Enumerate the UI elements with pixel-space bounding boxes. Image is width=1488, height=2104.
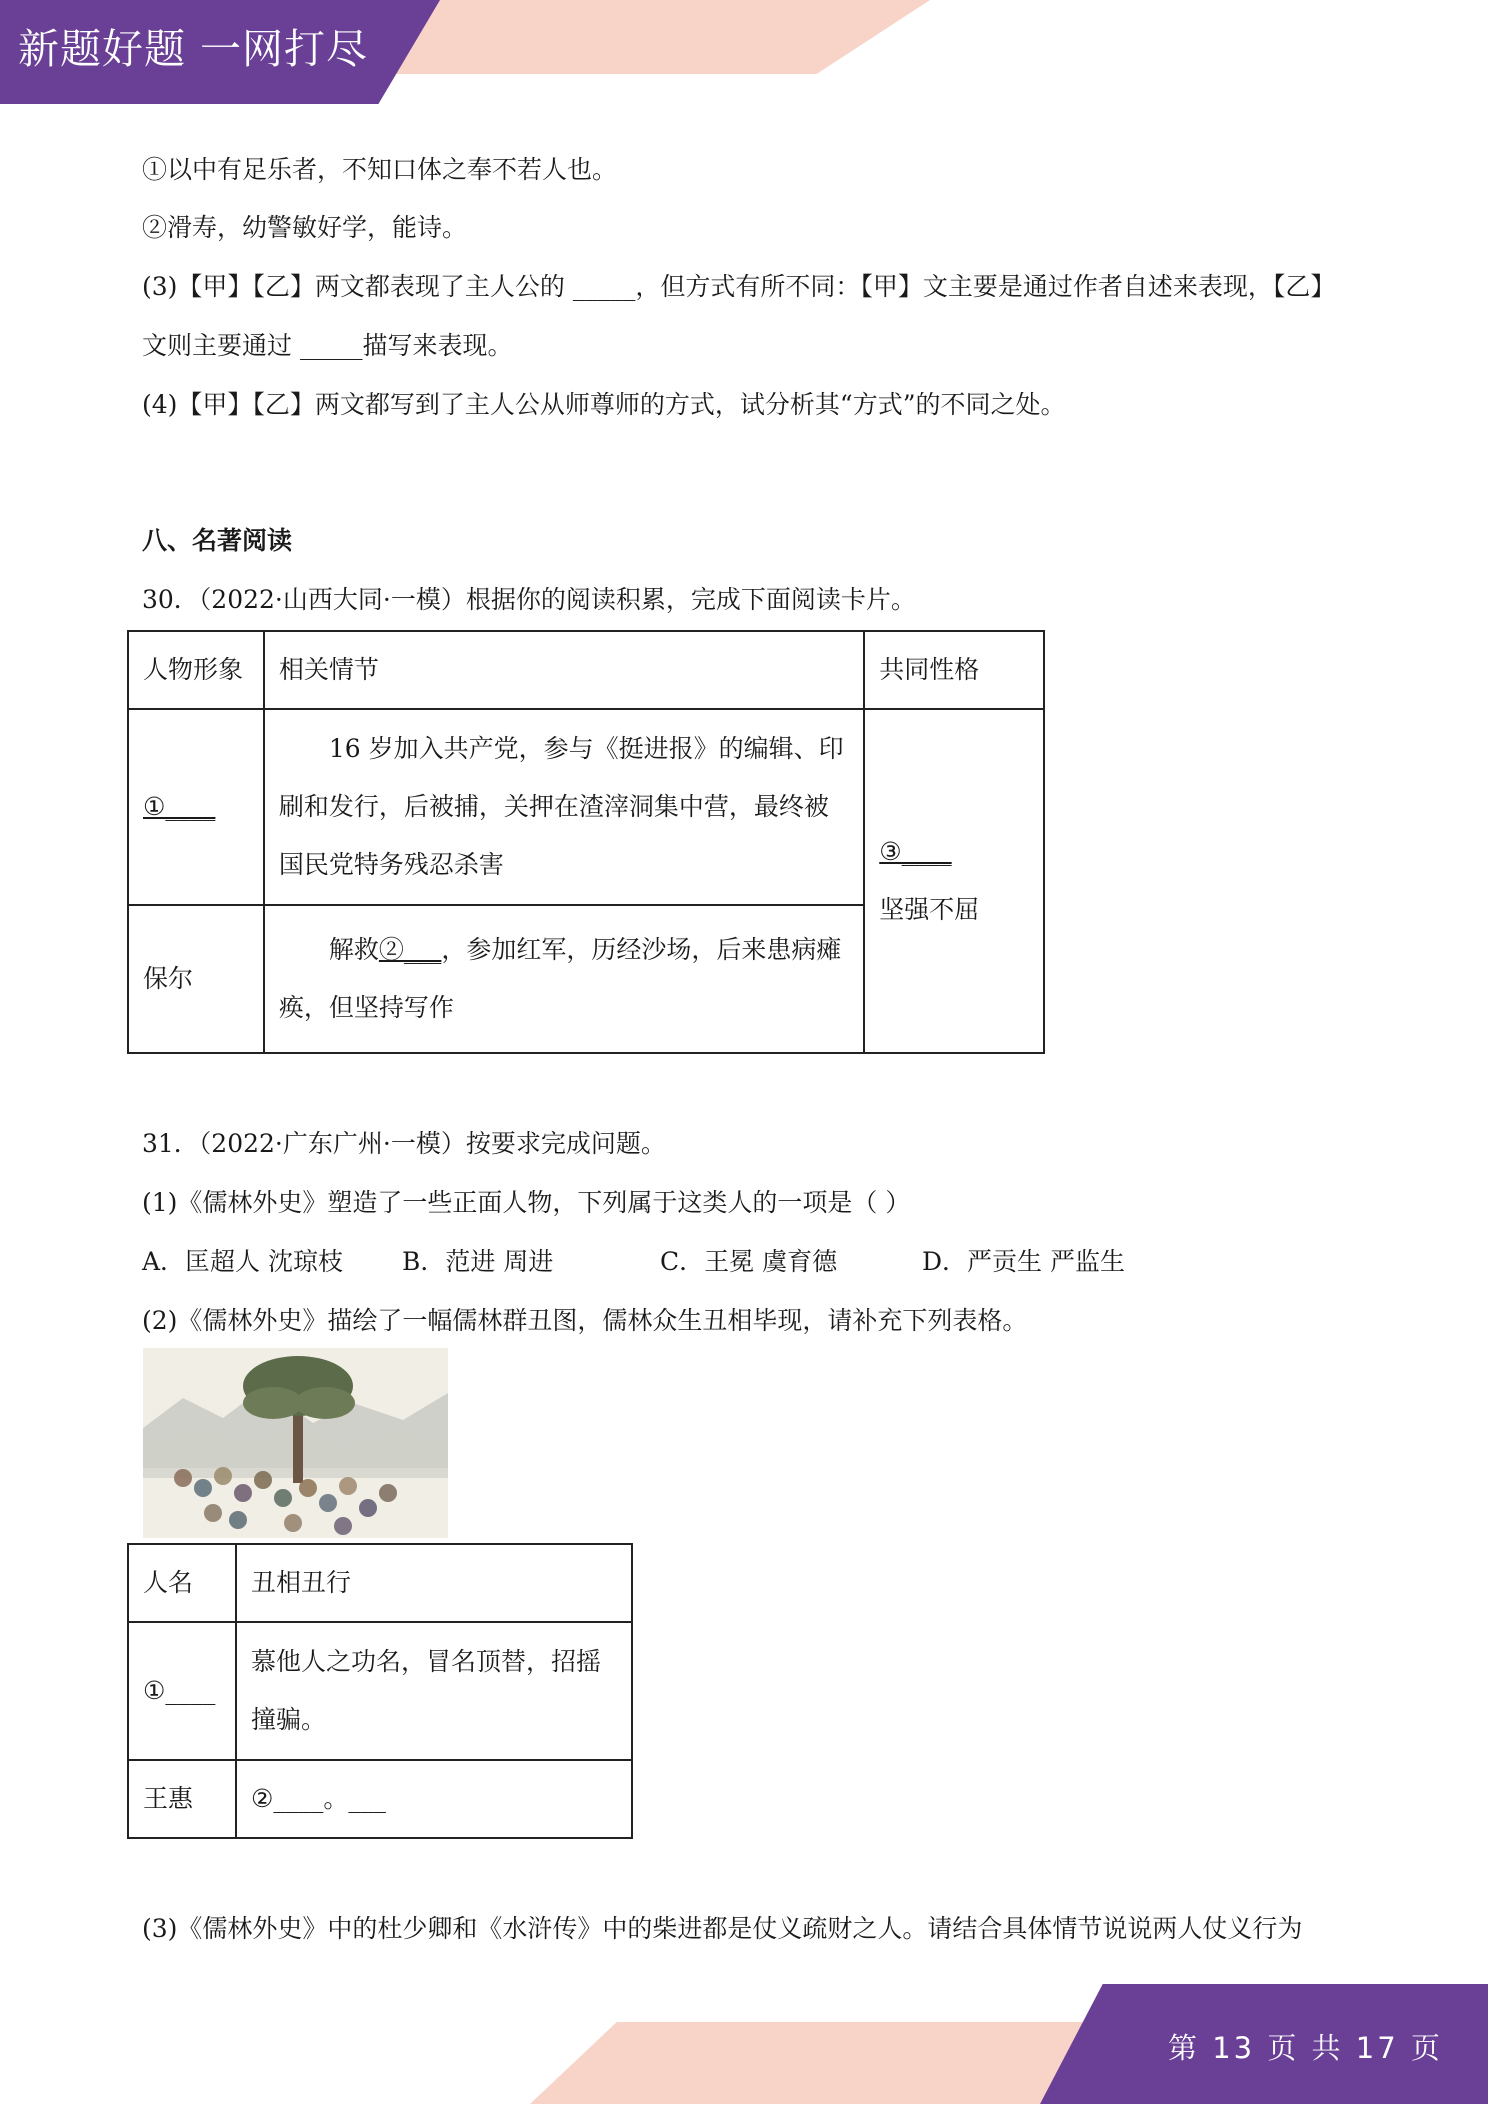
blank-2: ②___	[378, 935, 442, 964]
text-line: ②滑寿，幼警敏好学，能诗。	[142, 213, 468, 242]
character-name: 王惠	[128, 1760, 236, 1838]
text-line: ①以中有足乐者，不知口体之奉不若人也。	[142, 155, 618, 184]
plot-cell: 16 岁加入共产党，参与《挺进报》的编辑、印刷和发行，后被捕，关押在渣滓洞集中营，最终被国民党特务残忍杀害	[264, 709, 864, 905]
option-c: C．王冕 虞育德	[660, 1247, 838, 1276]
table-header: 人名	[128, 1544, 236, 1622]
scholars-illustration	[143, 1348, 448, 1538]
table-header: 人物形象	[128, 631, 264, 709]
header-title: 新题好题 一网打尽	[18, 25, 369, 73]
shared-trait-cell	[864, 709, 1044, 1053]
option-d: D．严贡生 严监生	[922, 1247, 1125, 1276]
option-b: B．范进 周进	[402, 1247, 554, 1276]
page-number: 第 13 页 共 17 页	[1168, 2031, 1443, 2065]
blank-1: ①____	[128, 1622, 236, 1760]
blank-2: ②____。___	[236, 1760, 632, 1838]
plot-cell	[264, 905, 864, 1053]
section-heading: 八、名著阅读	[142, 526, 293, 555]
option-a: A．匡超人 沈琼枝	[142, 1247, 344, 1276]
blank-3: ③____	[879, 837, 952, 866]
description-cell: 慕他人之功名，冒名顶替，招摇撞骗。	[236, 1622, 632, 1760]
table-header: 相关情节	[264, 631, 864, 709]
question-31: 31．（2022·广东广州·一模）按要求完成问题。	[142, 1129, 666, 1158]
table-header: 共同性格	[864, 631, 1044, 709]
plot-text: 解救	[328, 935, 379, 964]
question-30: 30．（2022·山西大同·一模）根据你的阅读积累，完成下面阅读卡片。	[142, 585, 916, 614]
character-name: 保尔	[128, 905, 264, 1053]
question-3: (3)【甲】【乙】两文都表现了主人公的 _____，但方式有所不同：【甲】文主要是通过作者自述来表现，【乙】	[142, 272, 1336, 301]
blank-1: ①____	[128, 709, 264, 905]
character-table	[127, 1543, 633, 1839]
plot-text: ，参加红军，历经沙场，后来患病瘫痪，但坚持写作	[278, 935, 842, 1022]
question-3-cont: 文则主要通过 _____描写来表现。	[142, 331, 513, 360]
table-header: 丑相丑行	[236, 1544, 632, 1622]
question-31-2: (2)《儒林外史》描绘了一幅儒林群丑图，儒林众生丑相毕现，请补充下列表格。	[142, 1306, 1028, 1335]
question-31-1: (1)《儒林外史》塑造了一些正面人物，下列属于这类人的一项是（ ）	[142, 1188, 911, 1217]
question-31-3: (3)《儒林外史》中的杜少卿和《水浒传》中的柴进都是仗义疏财之人。请结合具体情节说说两人仗义行为	[142, 1914, 1303, 1943]
reading-card-table	[127, 630, 1045, 1054]
question-4: (4)【甲】【乙】两文都写到了主人公从师尊师的方式，试分析其“方式”的不同之处。	[142, 390, 1066, 419]
trait-text: 坚强不屈	[879, 895, 980, 924]
